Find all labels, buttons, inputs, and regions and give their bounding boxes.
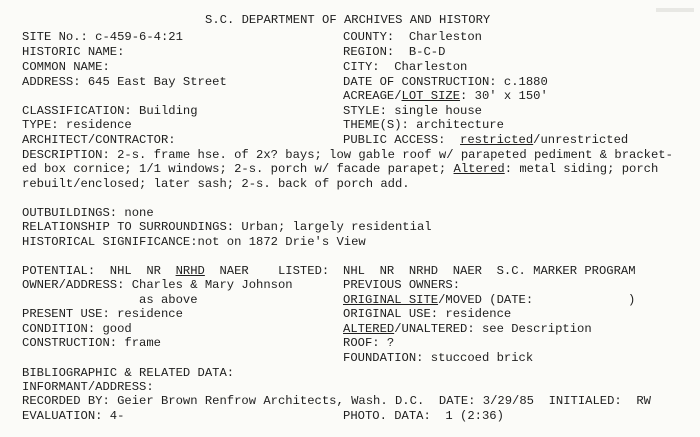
owner-address-continued: as above bbox=[139, 293, 198, 307]
relationship-to-surroundings: RELATIONSHIP TO SURROUNDINGS: Urban; largely residential bbox=[22, 220, 432, 234]
type: TYPE: residence bbox=[22, 118, 132, 132]
altered-selected: ALTERED bbox=[343, 322, 395, 336]
recorded-by: RECORDED BY: Geier Brown Renfrow Architects, Wash. D.C. DATE: 3/29/85 INITIALED: RW bbox=[22, 394, 651, 408]
altered-unaltered bbox=[343, 322, 592, 336]
public-access-unrestricted: /unrestricted bbox=[533, 133, 629, 147]
public-access-label: PUBLIC ACCESS: bbox=[343, 133, 461, 147]
potential bbox=[22, 264, 329, 278]
altered-label: Altered bbox=[453, 162, 505, 176]
owner-address: OWNER/ADDRESS: Charles & Mary Johnson bbox=[22, 278, 293, 292]
region: REGION: B-C-D bbox=[343, 45, 446, 59]
scan-mark bbox=[656, 8, 694, 12]
present-use: PRESENT USE: residence bbox=[22, 307, 183, 321]
acreage-lot-size bbox=[343, 89, 548, 103]
style: STYLE: single house bbox=[343, 104, 482, 118]
acreage-label: ACREAGE/ bbox=[343, 89, 402, 103]
unaltered-label: /UNALTERED: see Description bbox=[394, 322, 592, 336]
potential-nrhd: NRHD bbox=[175, 264, 205, 278]
potential-label: POTENTIAL: NHL NR bbox=[22, 264, 176, 278]
original-use: ORIGINAL USE: residence bbox=[343, 307, 512, 321]
description-line-2-end: : metal siding; porch bbox=[504, 162, 659, 176]
lot-size-label: LOT SIZE bbox=[401, 89, 461, 103]
classification: CLASSIFICATION: Building bbox=[22, 104, 198, 118]
listed-options: NHL NR NRHD NAER S.C. MARKER PROGRAM bbox=[343, 264, 636, 278]
form-header: S.C. DEPARTMENT OF ARCHIVES AND HISTORY bbox=[205, 13, 491, 27]
city: CITY: Charleston bbox=[343, 60, 468, 74]
public-access bbox=[343, 133, 628, 147]
photo-data: PHOTO. DATA: 1 (2:36) bbox=[343, 409, 504, 423]
county: COUNTY: Charleston bbox=[343, 30, 482, 44]
bibliographic-data: BIBLIOGRAPHIC & RELATED DATA: bbox=[22, 366, 235, 380]
description-line-2 bbox=[22, 162, 658, 176]
construction: CONSTRUCTION: frame bbox=[22, 336, 161, 350]
foundation: FOUNDATION: stuccoed brick bbox=[343, 351, 534, 365]
moved-date-label: /MOVED (DATE: bbox=[438, 293, 534, 307]
address: ADDRESS: 645 East Bay Street bbox=[22, 75, 227, 89]
original-site bbox=[343, 293, 533, 307]
date-of-construction: DATE OF CONSTRUCTION: c.1880 bbox=[343, 75, 548, 89]
previous-owners: PREVIOUS OWNERS: bbox=[343, 278, 461, 292]
informant-address: INFORMANT/ADDRESS: bbox=[22, 380, 154, 394]
roof: ROOF: ? bbox=[343, 336, 395, 350]
original-site-label: ORIGINAL SITE bbox=[343, 293, 439, 307]
potential-rest: NAER LISTED: bbox=[204, 264, 330, 278]
evaluation: EVALUATION: 4- bbox=[22, 409, 125, 423]
historical-significance: HISTORICAL SIGNIFICANCE:not on 1872 Drie's View bbox=[22, 235, 366, 249]
site-number: SITE No.: c-459-6-4:21 bbox=[22, 30, 183, 44]
outbuildings: OUTBUILDINGS: none bbox=[22, 206, 154, 220]
architect-contractor: ARCHITECT/CONTRACTOR: bbox=[22, 133, 176, 147]
description-line-3: rebuilt/enclosed; later sash; 2-s. back of porch add. bbox=[22, 177, 410, 191]
description-line-1: DESCRIPTION: 2-s. frame hse. of 2x? bays; low gable roof w/ parapeted pediment & bracket- bbox=[22, 148, 673, 162]
common-name: COMMON NAME: bbox=[22, 60, 110, 74]
historic-name: HISTORIC NAME: bbox=[22, 45, 125, 59]
moved-date-close: ) bbox=[628, 293, 636, 307]
description-line-2-start: ed box cornice; 1/1 windows; 2-s. porch w/ facade parapet; bbox=[22, 162, 454, 176]
condition: CONDITION: good bbox=[22, 322, 132, 336]
themes: THEME(S): architecture bbox=[343, 118, 504, 132]
public-access-restricted: restricted bbox=[460, 133, 534, 147]
acreage-value: : 30' x 150' bbox=[460, 89, 548, 103]
